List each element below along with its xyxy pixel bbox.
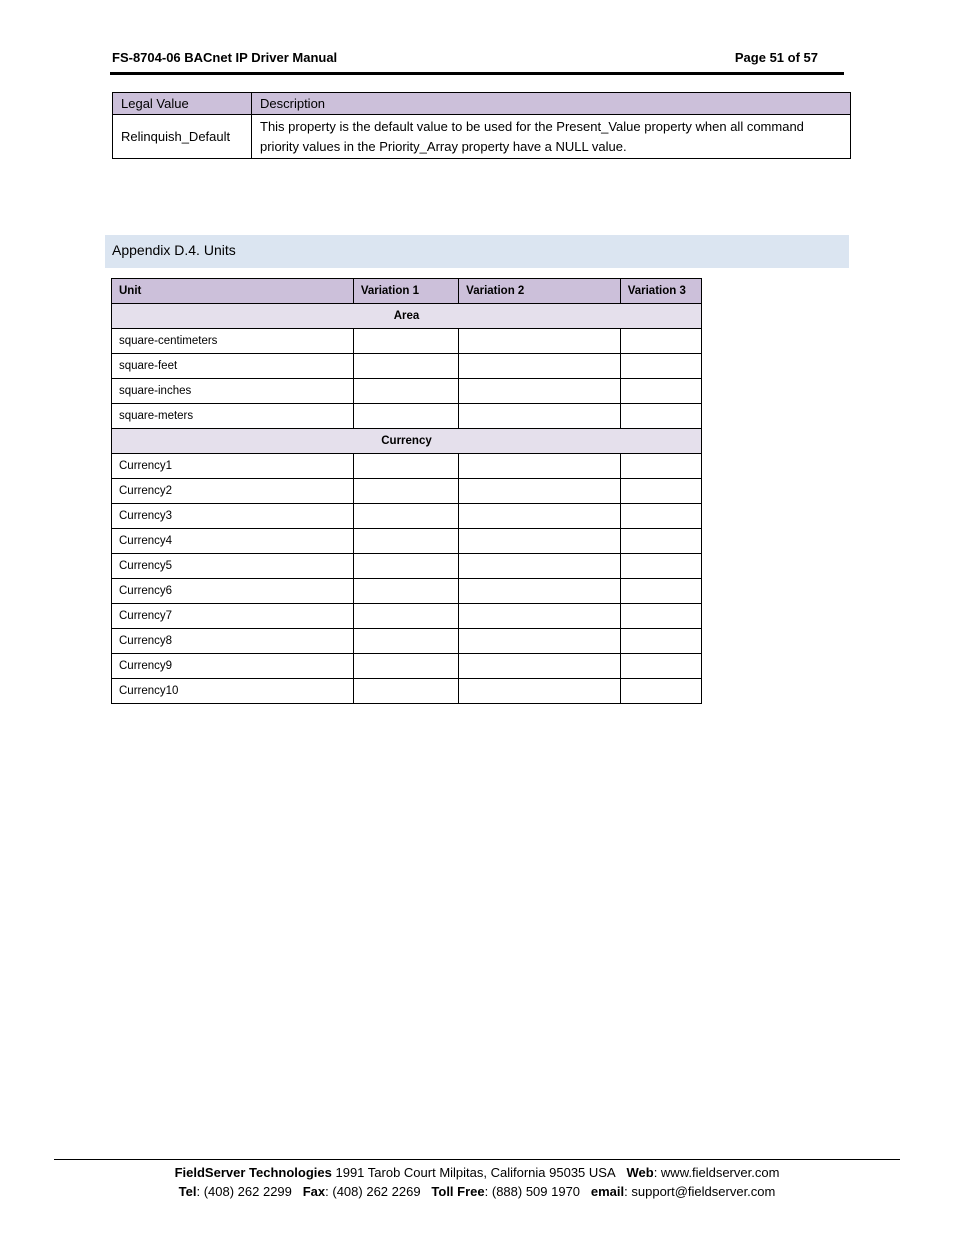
variation-1-cell — [353, 679, 458, 704]
variation-3-cell — [620, 479, 701, 504]
table-row — [112, 654, 702, 679]
variation-1-cell — [353, 479, 458, 504]
variation-2-cell — [459, 654, 621, 679]
variation-1-cell — [353, 529, 458, 554]
variation-2-cell — [459, 479, 621, 504]
table-row — [112, 604, 702, 629]
footer-fax-label: Fax — [302, 1184, 326, 1199]
footer-email-label: email — [590, 1184, 625, 1199]
unit-name-cell: Currency6 — [112, 579, 354, 604]
table-row — [112, 379, 702, 404]
units-header-row — [112, 279, 702, 304]
variation-2-cell — [459, 629, 621, 654]
header-variation-3: Variation 3 — [620, 279, 701, 304]
document-title: FS-8704-06 BACnet IP Driver Manual — [112, 50, 338, 65]
variation-3-cell — [620, 629, 701, 654]
header-description: Description — [252, 93, 851, 115]
variation-2-cell — [459, 454, 621, 479]
unit-name-cell: Currency1 — [112, 454, 354, 479]
footer-web-label: Web — [626, 1165, 654, 1180]
variation-2-cell — [459, 404, 621, 429]
variation-1-cell — [353, 379, 458, 404]
variation-3-cell — [620, 604, 701, 629]
footer-company: FieldServer Technologies — [174, 1165, 332, 1180]
footer-tollfree-label: Toll Free — [431, 1184, 485, 1199]
variation-3-cell — [620, 654, 701, 679]
variation-3-cell — [620, 504, 701, 529]
table-row — [112, 504, 702, 529]
unit-name-cell: Currency7 — [112, 604, 354, 629]
description-cell: This property is the default value to be used for the Present_Value property when all command priority values in the Priority_Array property have a NULL value. — [252, 115, 851, 159]
variation-3-cell — [620, 679, 701, 704]
variation-2-cell — [459, 329, 621, 354]
footer-tel-label: Tel — [178, 1184, 197, 1199]
footer-web: www.fieldserver.com — [660, 1165, 780, 1180]
group-label: Area — [112, 304, 702, 329]
unit-name-cell: Currency8 — [112, 629, 354, 654]
unit-name-cell: Currency10 — [112, 679, 354, 704]
unit-name-cell: Currency4 — [112, 529, 354, 554]
footer-tel: (408) 262 2299 — [203, 1184, 292, 1199]
table-row — [112, 404, 702, 429]
footer-tollfree: (888) 509 1970 — [491, 1184, 581, 1199]
footer-line-1: FieldServer Technologies 1991 Tarob Court Milpitas, California 95035 USA Web: www.fieldserver.com — [174, 1165, 780, 1180]
variation-2-cell — [459, 554, 621, 579]
variation-3-cell — [620, 579, 701, 604]
variation-1-cell — [353, 329, 458, 354]
legal-value-table — [112, 92, 851, 159]
units-table-body — [112, 304, 702, 704]
table-row — [112, 629, 702, 654]
variation-3-cell — [620, 554, 701, 579]
variation-3-cell — [620, 329, 701, 354]
unit-name-cell: square-inches — [112, 379, 354, 404]
page-number: Page 51 of 57 — [734, 50, 818, 65]
table-row — [112, 329, 702, 354]
table-row — [112, 554, 702, 579]
variation-1-cell — [353, 554, 458, 579]
header-legal-value: Legal Value — [113, 93, 252, 115]
header-unit: Unit — [112, 279, 354, 304]
variation-2-cell — [459, 379, 621, 404]
variation-1-cell — [353, 604, 458, 629]
unit-name-cell: square-centimeters — [112, 329, 354, 354]
variation-3-cell — [620, 404, 701, 429]
unit-name-cell: Currency2 — [112, 479, 354, 504]
table-row — [113, 115, 851, 159]
table-row — [112, 479, 702, 504]
variation-2-cell — [459, 679, 621, 704]
group-label: Currency — [112, 429, 702, 454]
variation-3-cell — [620, 354, 701, 379]
table-row — [112, 529, 702, 554]
variation-1-cell — [353, 354, 458, 379]
unit-name-cell: Currency9 — [112, 654, 354, 679]
variation-2-cell — [459, 579, 621, 604]
variation-3-cell — [620, 454, 701, 479]
section-title: Appendix D.4. Units — [112, 242, 236, 258]
footer-fax: (408) 262 2269 — [332, 1184, 421, 1199]
table-row — [112, 454, 702, 479]
footer-line-2: Tel: (408) 262 2299 Fax: (408) 262 2269 Toll Free: (888) 509 1970 email: support@fieldserver.com — [178, 1184, 776, 1199]
footer-address: 1991 Tarob Court Milpitas, California 95035 USA — [335, 1165, 616, 1180]
variation-2-cell — [459, 604, 621, 629]
section-heading — [105, 235, 849, 268]
variation-1-cell — [353, 629, 458, 654]
variation-2-cell — [459, 529, 621, 554]
variation-1-cell — [353, 404, 458, 429]
variation-3-cell — [620, 529, 701, 554]
variation-2-cell — [459, 354, 621, 379]
variation-1-cell — [353, 654, 458, 679]
footer-email: support@fieldserver.com — [631, 1184, 776, 1199]
header-variation-1: Variation 1 — [353, 279, 458, 304]
unit-name-cell: square-meters — [112, 404, 354, 429]
header-divider — [110, 72, 844, 75]
unit-name-cell: square-feet — [112, 354, 354, 379]
group-row — [112, 304, 702, 329]
table-row — [112, 579, 702, 604]
table-row — [112, 354, 702, 379]
legal-table-header-row — [113, 93, 851, 115]
unit-name-cell: Currency5 — [112, 554, 354, 579]
variation-1-cell — [353, 579, 458, 604]
header-variation-2: Variation 2 — [459, 279, 621, 304]
legal-value-cell: Relinquish_Default — [113, 115, 252, 159]
unit-name-cell: Currency3 — [112, 504, 354, 529]
table-row — [112, 679, 702, 704]
variation-2-cell — [459, 504, 621, 529]
variation-1-cell — [353, 454, 458, 479]
variation-3-cell — [620, 379, 701, 404]
footer-divider — [54, 1159, 900, 1160]
variation-1-cell — [353, 504, 458, 529]
page-footer — [54, 1163, 900, 1201]
group-row — [112, 429, 702, 454]
units-table — [111, 278, 702, 704]
